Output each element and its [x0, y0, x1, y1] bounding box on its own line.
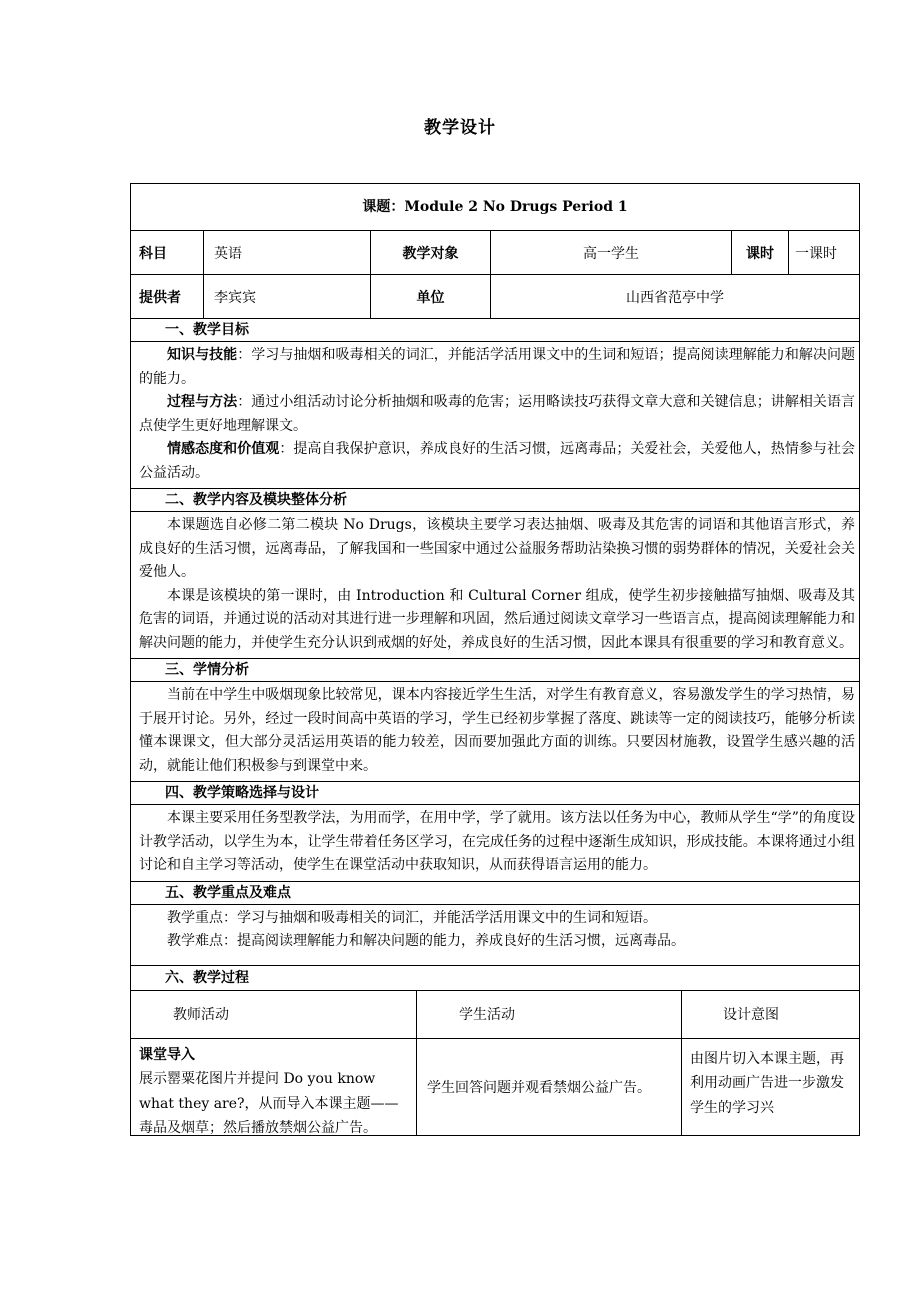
- course-title: 课题：Module 2 No Drugs Period 1: [362, 199, 628, 215]
- info-row-provider: [131, 274, 859, 318]
- difficult-point: 教学难点：提高阅读理解能力和解决问题的能力，养成良好的生活习惯，远离毒品。: [167, 933, 685, 949]
- student-activity-cell: [416, 1039, 681, 1135]
- section-body-objectives: [131, 341, 859, 488]
- paragraph: 本课是该模块的第一课时，由 Introduction 和 Cultural Corner 组成，使学生初步接触描写抽烟、吸毒及其危害的词语，并通过说的活动对其进行进一步理解和巩固，然后通过阅读文章学习一些语言点，提高阅读理解能力和解决问题的能力，并使学生充分认识到戒烟的好处，养成良好的生活习惯，因此本课具有很重要的学习和教育意义。: [139, 587, 855, 651]
- unit-value: 山西省范亭中学: [490, 275, 859, 318]
- student-activity-text: 学生回答问题并观看禁烟公益广告。: [427, 1079, 651, 1096]
- teacher-activity-cell: [131, 1039, 416, 1135]
- section-heading-strategy: 四、教学策略选择与设计: [131, 781, 859, 804]
- key-point: 教学重点：学习与抽烟和吸毒相关的词汇，并能活学活用课文中的生词和短语。: [167, 909, 657, 926]
- section-heading-content-analysis: 二、教学内容及模块整体分析: [131, 488, 859, 511]
- hours-value: 一课时: [788, 231, 859, 274]
- hours-label: 课时: [731, 231, 788, 274]
- objective-text-knowledge: ：学习与抽烟和吸毒相关的词汇，并能活学活用课文中的生词和短语；提高阅读理解能力和解决问题的能力。: [139, 347, 856, 387]
- stage-label: 课堂导入: [139, 1046, 195, 1063]
- section-body-key-points: [131, 904, 859, 965]
- header-design-intent: 设计意图: [681, 991, 859, 1038]
- subject-value: 英语: [203, 231, 370, 274]
- objective-label-process: 过程与方法: [167, 394, 238, 410]
- section-heading-process: 六、教学过程: [131, 965, 859, 990]
- paragraph: 本课主要采用任务型教学法，为用而学，在用中学，学了就用。该方法以任务为中心，教师从学生“学”的角度设计教学活动，以学生为本，让学生带着任务区学习，在完成任务的过程中逐渐生成知识，形成技能。本课将通过小组讨论和自主学习等活动，使学生在课堂活动中获取知识，从而获得语言运用的能力。: [139, 810, 855, 873]
- design-intent-text: 由图片切入本课主题，再利用动画广告进一步激发学生的学习兴: [690, 1050, 844, 1116]
- info-row-subject: [131, 230, 859, 274]
- lesson-plan-table: [130, 183, 860, 1136]
- objective-text-process: ：通过小组活动讨论分析抽烟和吸毒的危害；运用略读技巧获得文章大意和关键信息；讲解相关语言点使学生更好地理解课文。: [139, 394, 856, 434]
- paragraph: 当前在中学生中吸烟现象比较常见，课本内容接近学生生活，对学生有教育意义，容易激发学生的学习热情，易于展开讨论。另外，经过一段时间高中英语的学习，学生已经初步掌握了落度、跳读等一定的阅读技巧，能够分析读懂本课课文，但大部分灵活运用英语的能力较差，因而要加强此方面的训练。只要因材施教，设置学生感兴趣的活动，就能让他们积极参与到课堂中来。: [139, 687, 855, 774]
- provider-value: 李宾宾: [203, 275, 370, 318]
- objective-text-attitude: ：提高自我保护意识，养成良好的生活习惯，远离毒品；关爱社会，关爱他人，热情参与社会公益活动。: [139, 441, 856, 481]
- table-row: [131, 1038, 859, 1135]
- unit-label: 单位: [370, 275, 490, 318]
- header-student-activity: 学生活动: [416, 991, 681, 1038]
- paragraph: 本课题选自必修二第二模块 No Drugs，该模块主要学习表达抽烟、吸毒及其危害的词语和其他语言形式，养成良好的生活习惯，远离毒品，了解我国和一些国家中通过公益服务帮助沾染换习惯的弱势群体的情况，关爱社会关爱他人。: [139, 517, 855, 580]
- document-title: 教学设计: [424, 118, 496, 138]
- process-table-header: [131, 990, 859, 1038]
- section-heading-learner-analysis: 三、学情分析: [131, 658, 859, 681]
- section-heading-objectives: 一、教学目标: [131, 318, 859, 341]
- subject-label: 科目: [139, 245, 167, 262]
- teacher-activity-text: 展示罂粟花图片并提问 Do you know what they are?，从而导入本课主题——毒品及烟草；然后播放禁烟公益广告。: [139, 1071, 399, 1136]
- provider-label: 提供者: [139, 289, 181, 306]
- target-label: 教学对象: [370, 231, 490, 274]
- design-intent-cell: [681, 1039, 859, 1135]
- section-heading-key-points: 五、教学重点及难点: [131, 881, 859, 904]
- target-value: 高一学生: [490, 231, 731, 274]
- objective-label-attitude: 情感态度和价值观: [167, 441, 280, 457]
- section-body-strategy: [131, 804, 859, 881]
- header-teacher-activity: 教师活动: [173, 1007, 229, 1023]
- objective-label-knowledge: 知识与技能: [167, 347, 238, 363]
- section-body-learner-analysis: [131, 681, 859, 781]
- section-body-content-analysis: [131, 511, 859, 658]
